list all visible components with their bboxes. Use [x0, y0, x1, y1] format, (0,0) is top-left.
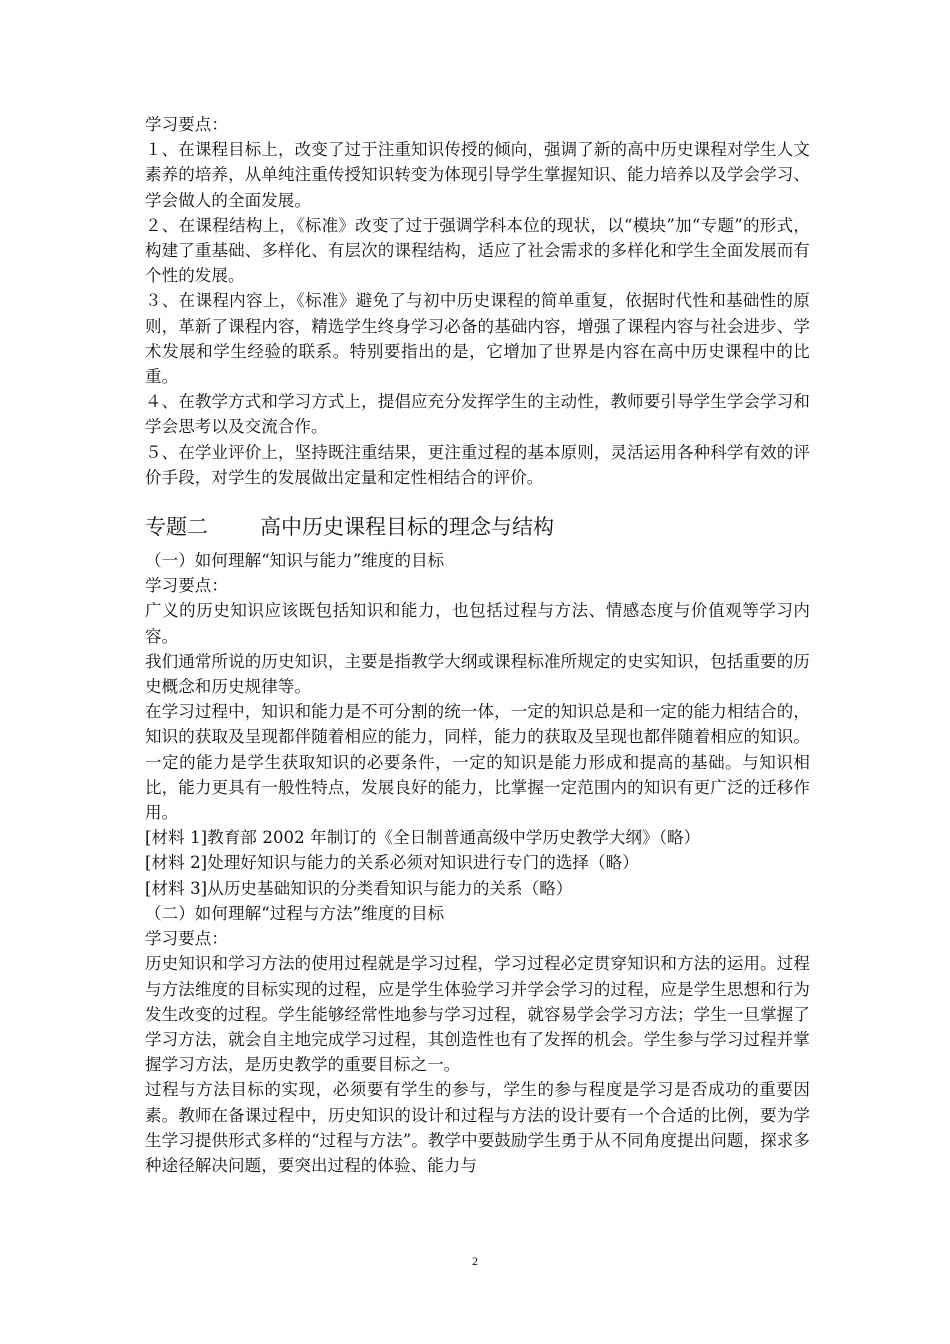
key-point-2: ２、在课程结构上，《标准》改变了过于强调学科本位的现状，以“模块”加“专题”的形式，构建了重基础、多样化、有层次的课程结构，适应了社会需求的多样化和学生全面发展而有个性的发展。 — [145, 215, 810, 286]
key-point-3: ３、在课程内容上，《标准》避免了与初中历史课程的简单重复，依据时代性和基础性的原则，革新了课程内容，精选学生终身学习必备的基础内容，增强了课程内容与社会进步、学术发展和学生经验的联系。特别要指出的是，它增加了世界是内容在高中历史课程中的比重。 — [145, 291, 810, 387]
paragraph: 我们通常所说的历史知识，主要是指教学大纲或课程标准所规定的史实知识，包括重要的历史概念和历史规律等。 — [145, 651, 810, 697]
topic-number: 专题二 — [145, 515, 208, 540]
key-point-4: ４、在教学方式和学习方式上，提倡应充分发挥学生的主动性，教师要引导学生学会学习和学会思考以及交流合作。 — [145, 392, 810, 437]
paragraph: 在学习过程中，知识和能力是不可分割的统一体，一定的知识总是和一定的能力相结合的，知识的获取及呈现都伴随着相应的能力，同样，能力的获取及呈现也都伴随着相应的知识。一定的能力是学生获取知识的必要条件，一定的知识是能力形成和提高的基础。与知识相比，能力更具有一般性特点，发展良好的能力，比掌握一定范围内的知识有更广泛的迁移作用。 — [145, 702, 810, 823]
topic-heading — [145, 512, 810, 542]
paragraph: 广义的历史知识应该既包括知识和能力，也包括过程与方法、情感态度与价值观等学习内容。 — [145, 601, 810, 646]
topic-title: 高中历史课程目标的理念与结构 — [260, 515, 554, 540]
subsection-title-1: （一）如何理解“知识与能力”维度的目标 — [145, 551, 445, 571]
material-2: [材料 2]处理好知识与能力的关系必须对知识进行专门的选择（略） — [145, 853, 639, 873]
paragraph: 历史知识和学习方法的使用过程就是学习过程，学习过程必定贯穿知识和方法的运用。过程与方法维度的目标实现的过程，应是学生体验学习并学会学习的过程，应是学生思想和行为发生改变的过程。学生能够经常性地参与学习过程，就容易学会学习方法；学生一旦掌握了学习方法，就会自主地完成学习过程，其创造性也有了发挥的机会。学生参与学习过程并掌握学习方法，是历史教学的重要目标之一。 — [145, 954, 810, 1075]
subsection-label-2: 学习要点： — [145, 929, 228, 949]
subsection-label-1: 学习要点： — [145, 576, 228, 596]
key-point-5: ５、在学业评价上，坚持既注重结果，更注重过程的基本原则，灵活运用各种科学有效的评价手段，对学生的发展做出定量和定性相结合的评价。 — [145, 442, 810, 487]
subsection-title-2: （二）如何理解“过程与方法”维度的目标 — [145, 903, 445, 923]
page-number: 2 — [472, 1254, 478, 1268]
key-point-1: １、在课程目标上，改变了过于注重知识传授的倾向，强调了新的高中历史课程对学生人文素养的培养，从单纯注重传授知识转变为体现引导学生掌握知识、能力培养以及学会学习、学会做人的全面发展。 — [145, 140, 810, 210]
paragraph: 过程与方法目标的实现，必须要有学生的参与，学生的参与程度是学习是否成功的重要因素。教师在备课过程中，历史知识的设计和过程与方法的设计要有一个合适的比例，要为学生学习提供形式多样的“过程与方法”。教学中要鼓励学生勇于从不同角度提出问题，探求多种途径解决问题，要突出过程的体验、能力与 — [145, 1080, 810, 1175]
section-label: 学习要点： — [145, 115, 228, 134]
material-1: [材料 1]教育部 2002 年制订的《全日制普通高级中学历史教学大纲》（略） — [145, 828, 701, 848]
document-page — [145, 112, 810, 1178]
material-3: [材料 3]从历史基础知识的分类看知识与能力的关系（略） — [145, 878, 573, 898]
